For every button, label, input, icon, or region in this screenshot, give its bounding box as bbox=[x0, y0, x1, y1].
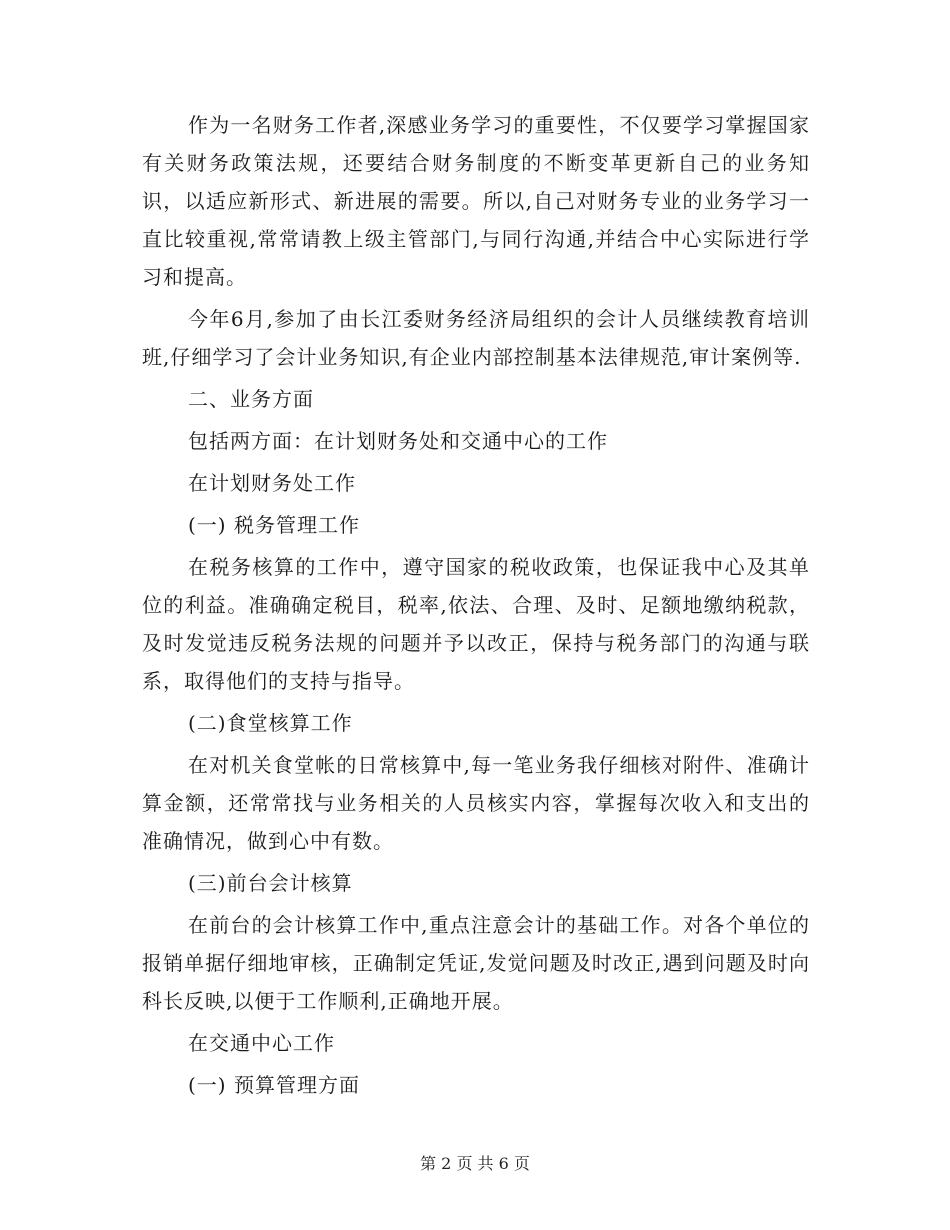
item-heading-front-desk: (三)前台会计核算 bbox=[188, 871, 353, 895]
page-number-footer: 第 2 页 共 6 页 bbox=[420, 1154, 530, 1173]
subheading-traffic-center: 在交通中心工作 bbox=[188, 1031, 335, 1055]
item-heading-canteen: (二)食堂核算工作 bbox=[188, 711, 353, 735]
document-body bbox=[142, 106, 810, 1108]
item-heading-tax: (一) 税务管理工作 bbox=[188, 513, 360, 537]
paragraph-canteen: 在对机关食堂帐的日常核算中,每一笔业务我仔细核对附件、准确计算金额，还常常找与业务相关的人员核实内容，掌握每次收入和支出的准确情况，做到心中有数。 bbox=[142, 753, 810, 853]
item-heading-budget: (一) 预算管理方面 bbox=[188, 1073, 360, 1097]
paragraph-tax: 在税务核算的工作中，遵守国家的税收政策，也保证我中心及其单位的利益。准确确定税目，税率,依法、合理、及时、足额地缴纳税款，及时发觉违反税务法规的问题并予以改正，保持与税务部门的沟通与联系，取得他们的支持与指导。 bbox=[142, 555, 810, 693]
section-heading-business: 二、业务方面 bbox=[188, 387, 314, 411]
paragraph-two-aspects: 包括两方面：在计划财务处和交通中心的工作 bbox=[188, 429, 608, 453]
paragraph-training: 今年6月,参加了由长江委财务经济局组织的会计人员继续教育培训班,仔细学习了会计业务知识,有企业内部控制基本法律规范,审计案例等. bbox=[142, 307, 810, 369]
paragraph-study-importance: 作为一名财务工作者,深感业务学习的重要性，不仅要学习掌握国家有关财务政策法规，还要结合财务制度的不断变革更新自己的业务知识，以适应新形式、新进展的需要。所以,自己对财务专业的业务学习一直比较重视,常常请教上级主管部门,与同行沟通,并结合中心实际进行学习和提高。 bbox=[142, 113, 810, 289]
paragraph-front-desk: 在前台的会计核算工作中,重点注意会计的基础工作。对各个单位的报销单据仔细地审核，正确制定凭证,发觉问题及时改正,遇到问题及时向科长反映,以便于工作顺利,正确地开展。 bbox=[142, 913, 810, 1013]
subheading-finance-office: 在计划财务处工作 bbox=[188, 471, 356, 495]
